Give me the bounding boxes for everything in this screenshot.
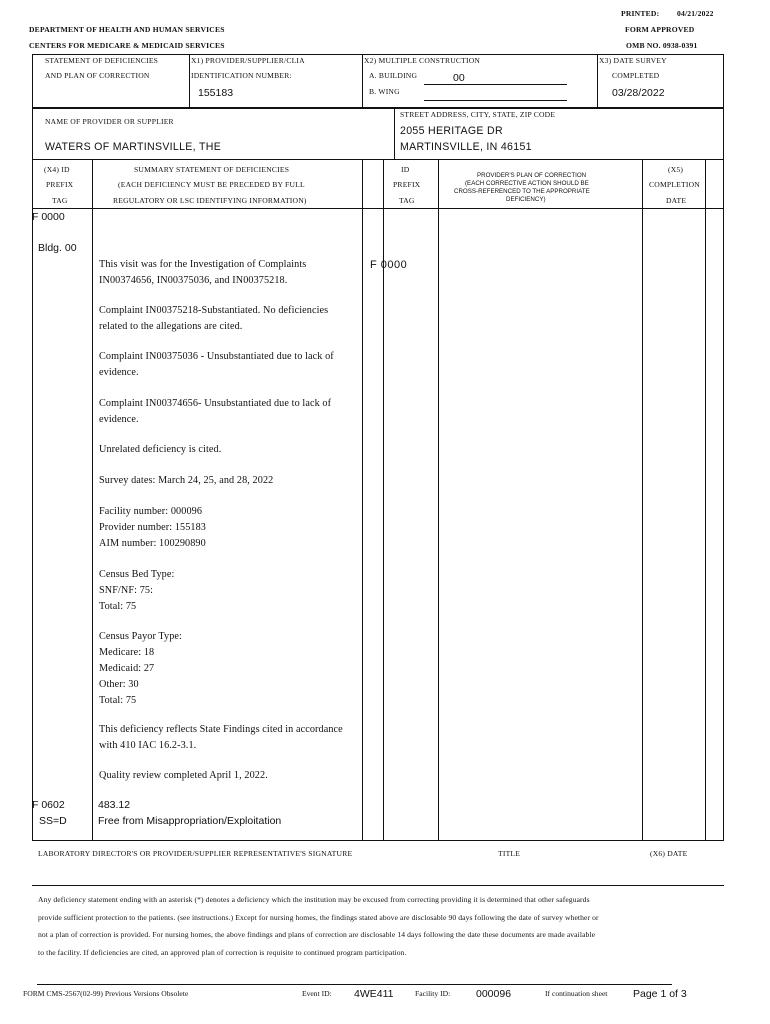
facility-id-value: 000096	[476, 988, 512, 1000]
facility-id-label: Facility ID:	[415, 989, 451, 998]
department-title: DEPARTMENT OF HEALTH AND HUMAN SERVICES	[29, 25, 225, 34]
printed-date: 04/21/2022	[677, 9, 714, 18]
address-label: STREET ADDRESS, CITY, STATE, ZIP CODE	[400, 110, 556, 119]
column-header-divider	[32, 208, 724, 209]
address-line-2: MARTINSVILLE, IN 46151	[400, 141, 532, 153]
building-value: 00	[453, 72, 465, 84]
divider	[189, 54, 190, 108]
printed-label: PRINTED:	[621, 9, 660, 18]
x4-header-2: PREFIX	[46, 180, 74, 189]
summary-header-1: SUMMARY STATEMENT OF DEFICIENCIES	[134, 165, 290, 174]
divider	[362, 54, 363, 108]
divider	[705, 160, 706, 841]
summary-paragraph: Complaint IN00375036 - Unsubstantiated due to lack of evidence.	[99, 351, 334, 378]
plan-header-4: DEFICIENCY)	[506, 196, 546, 203]
plan-header-3: CROSS-REFERENCED TO THE APPROPRIATE	[454, 188, 590, 195]
plan-header-2: (EACH CORRECTIVE ACTION SHOULD BE	[465, 180, 589, 187]
centers-title: CENTERS FOR MEDICARE & MEDICAID SERVICES	[29, 41, 225, 50]
title-label: TITLE	[498, 849, 521, 858]
x1-label-1: X1) PROVIDER/SUPPLIER/CLIA	[191, 56, 305, 65]
x2-label: X2) MULTIPLE CONSTRUCTION	[364, 56, 481, 65]
x4-header-1: (X4) ID	[44, 165, 70, 174]
census-bed-type: Census Bed Type: SNF/NF: 75: Total: 75	[99, 569, 175, 612]
id-header-1: ID	[401, 165, 410, 174]
divider	[92, 160, 93, 841]
provider-name-label: NAME OF PROVIDER OR SUPPLIER	[45, 117, 174, 126]
page-number: Page 1 of 3	[633, 988, 687, 1000]
signature-label: LABORATORY DIRECTOR'S OR PROVIDER/SUPPLIER REPRESENTATIVE'S SIGNATURE	[38, 849, 353, 858]
x1-label-2: IDENTIFICATION NUMBER:	[191, 71, 292, 80]
tag-f0602-scope: SS=D	[39, 815, 67, 827]
building-label: A. BUILDING	[369, 71, 418, 80]
divider	[642, 160, 643, 841]
summary-paragraph: Complaint IN00374656- Unsubstantiated due to lack of evidence.	[99, 398, 332, 425]
continuation-label: If continuation sheet	[545, 989, 608, 998]
wing-underline	[424, 100, 567, 101]
divider	[438, 160, 439, 841]
summary-paragraph: Survey dates: March 24, 25, and 28, 2022	[99, 475, 274, 486]
disclaimer-text: Any deficiency statement ending with an asterisk (*) denotes a deficiency which the institution may be excused from correcting providing it is determined that other safeguards provide sufficient protection to the patients. (see instructions.) Except for nursing homes, the findings stated above are disclosable 90 days following the date of survey whether or not a plan of correction is provided. For nursing homes, the above findings and plans of correction are disclosable 14 days following the date these documents are made available to the facility. If deficiencies are cited, an approved plan of correction is requisite to continued program participation.	[38, 895, 599, 957]
summary-paragraph: Quality review completed April 1, 2022.	[99, 770, 268, 781]
form-number: FORM CMS-2567(02-99) Previous Versions Obsolete	[23, 989, 189, 998]
footer-divider	[37, 984, 672, 985]
building-underline	[424, 84, 567, 85]
provider-id-value: 155183	[198, 87, 234, 99]
summary-header-3: REGULATORY OR LSC IDENTIFYING INFORMATION)	[113, 196, 307, 205]
omb-number: OMB NO. 0938-0391	[626, 41, 698, 50]
census-payor-type: Census Payor Type: Medicare: 18 Medicaid: 27 Other: 30 Total: 75	[99, 631, 182, 706]
survey-date-value: 03/28/2022	[612, 87, 665, 99]
regulation-title: Free from Misappropriation/Exploitation	[98, 815, 282, 827]
divider	[394, 108, 395, 160]
x5-header-1: (X5)	[668, 165, 684, 174]
id-header-3: TAG	[399, 196, 415, 205]
event-id-label: Event ID:	[302, 989, 332, 998]
summary-header-2: (EACH DEFICIENCY MUST BE PRECEDED BY FULL	[118, 180, 305, 189]
wing-label: B. WING	[369, 87, 400, 96]
summary-paragraph: Complaint IN00375218-Substantiated. No deficiencies related to the allegations are cited.	[99, 305, 329, 332]
statement-label-2: AND PLAN OF CORRECTION	[45, 71, 150, 80]
tag-f0602: F 0602	[32, 799, 65, 811]
tag-f0000: F 0000	[32, 211, 65, 223]
x6-date-label: (X6) DATE	[650, 849, 688, 858]
summary-paragraph: Unrelated deficiency is cited.	[99, 444, 222, 455]
id-header-2: PREFIX	[393, 180, 421, 189]
x3-label-2: COMPLETED	[612, 71, 660, 80]
x3-label-1: X3) DATE SURVEY	[599, 56, 667, 65]
form-approved: FORM APPROVED	[625, 25, 695, 34]
divider	[362, 160, 363, 841]
event-id-value: 4WE411	[354, 988, 394, 1000]
regulation-number: 483.12	[98, 799, 131, 811]
summary-paragraph: This visit was for the Investigation of Complaints IN00374656, IN00375036, and IN00375218.	[99, 259, 307, 286]
building-tag: Bldg. 00	[38, 242, 77, 254]
address-line-1: 2055 HERITAGE DR	[400, 125, 503, 137]
divider	[597, 54, 598, 108]
provider-name: WATERS OF MARTINSVILLE, THE	[45, 141, 222, 153]
right-tag-f0000: F 0000	[370, 259, 408, 271]
facility-numbers: Facility number: 000096 Provider number: 155183 AIM number: 100290890	[99, 506, 206, 549]
x5-header-2: COMPLETION	[649, 180, 700, 189]
signature-divider	[32, 885, 724, 886]
x5-header-3: DATE	[666, 196, 687, 205]
summary-paragraph: This deficiency reflects State Findings cited in accordance with 410 IAC 16.2-3.1.	[99, 724, 343, 751]
statement-label-1: STATEMENT OF DEFICIENCIES	[45, 56, 159, 65]
x4-header-3: TAG	[52, 196, 68, 205]
plan-header-1: PROVIDER'S PLAN OF CORRECTION	[477, 172, 587, 179]
